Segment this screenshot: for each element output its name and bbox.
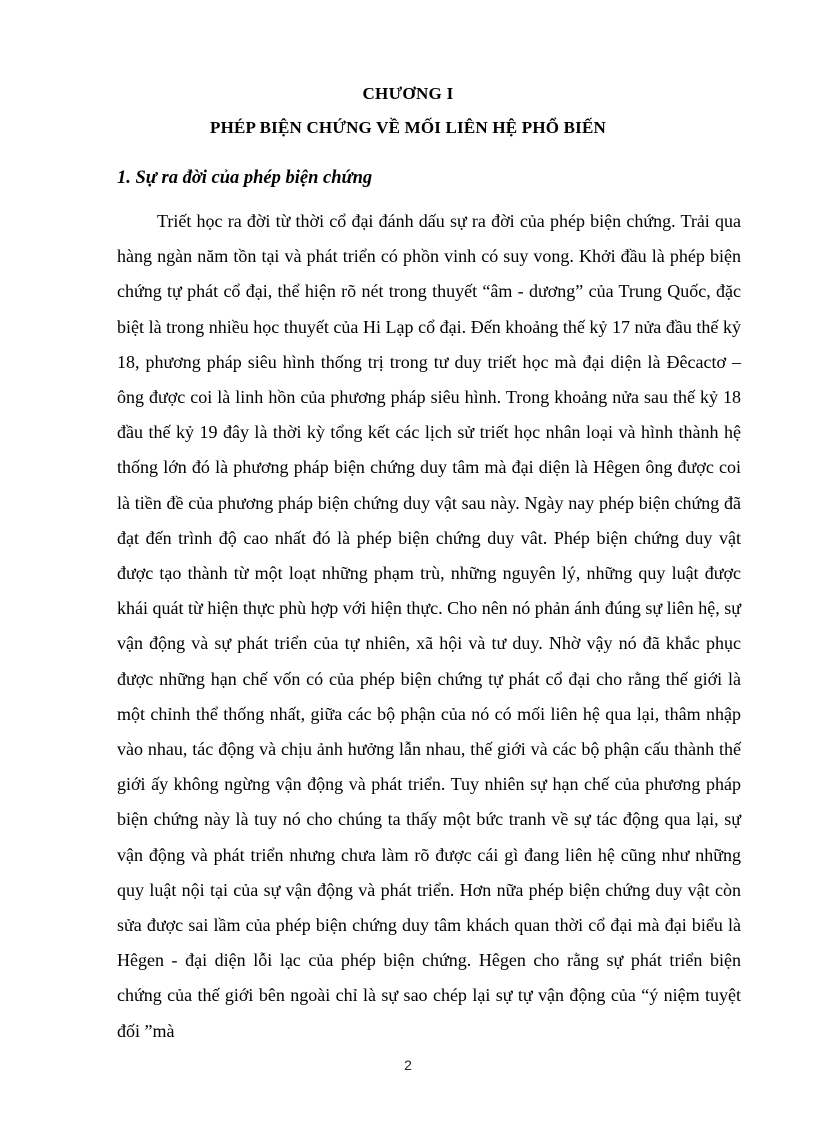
- page-number: 2: [404, 1057, 412, 1073]
- chapter-title: PHÉP BIỆN CHỨNG VỀ MỐI LIÊN HỆ PHỔ BIẾN: [209, 118, 607, 137]
- chapter-label: CHƯƠNG I: [362, 84, 454, 103]
- section-heading: 1. Sự ra đời của phép biện chứng: [117, 168, 373, 188]
- body-paragraph: Triết học ra đời từ thời cổ đại đánh dấu sự ra đời của phép biện chứng. Trải qua hàng ngàn năm tồn tại và phát triển có phồn vinh có suy vong. Khởi đầu là phép biện chứng tự phát cổ đại, thể hiện rõ nét trong thuyết “âm - dương” của Trung Quốc, đặc biệt là trong nhiều học thuyết của Hi Lạp cổ đại. Đến khoảng thế kỷ 17 nửa đầu thế kỷ 18, phương pháp siêu hình thống trị trong tư duy triết học mà đại diện là Đêcactơ – ông được coi là linh hồn của phương pháp siêu hình. Trong khoảng nửa sau thế kỷ 18 đầu thế kỷ 19 đây là thời kỳ tổng kết các lịch sử triết học nhân loại và hình thành hệ thống lớn đó là phương pháp biện chứng duy tâm mà đại diện là Hêgen ông được coi là tiền đề của phương pháp biện chứng duy vật sau này. Ngày nay phép biện chứng đã đạt đến trình độ cao nhất đó là phép biện chứng duy vât. Phép biện chứng duy vật được tạo thành từ một loạt những phạm trù, những nguyên lý, những quy luật được khái quát từ hiện thực phù hợp với hiện thực. Cho nên nó phản ánh đúng sự liên hệ, sự vận động và sự phát triển của tự nhiên, xã hội và tư duy. Nhờ vậy nó đã khắc phục được những hạn chế vốn có của phép biện chứng tự phát cổ đại cho rằng thế giới là một chỉnh thể thống nhất, giữa các bộ phận của nó có mối liên hệ qua lại, thâm nhập vào nhau, tác động và chịu ảnh hưởng lẫn nhau, thế giới và các bộ phận cấu thành thế giới ấy không ngừng vận động và phát triển. Tuy nhiên sự hạn chế của phương pháp biện chứng này là tuy nó cho chúng ta thấy một bức tranh về sự tác động qua lại, sự vận động và phát triển nhưng chưa làm rõ được cái gì đang liên hệ cũng như những quy luật nội tại của sự vận động và phát triển. Hơn nữa phép biện chứng duy vật còn sửa được sai lầm của phép biện chứng duy tâm khách quan thời cổ đại mà đại biểu là Hêgen - đại diện lỗi lạc của phép biện chứng. Hêgen cho rằng sự phát triển biện chứng của thế giới bên ngoài chỉ là sự sao chép lại sự tự vận động của “ý niệm tuyệt đối ”mà: [117, 211, 741, 1041]
